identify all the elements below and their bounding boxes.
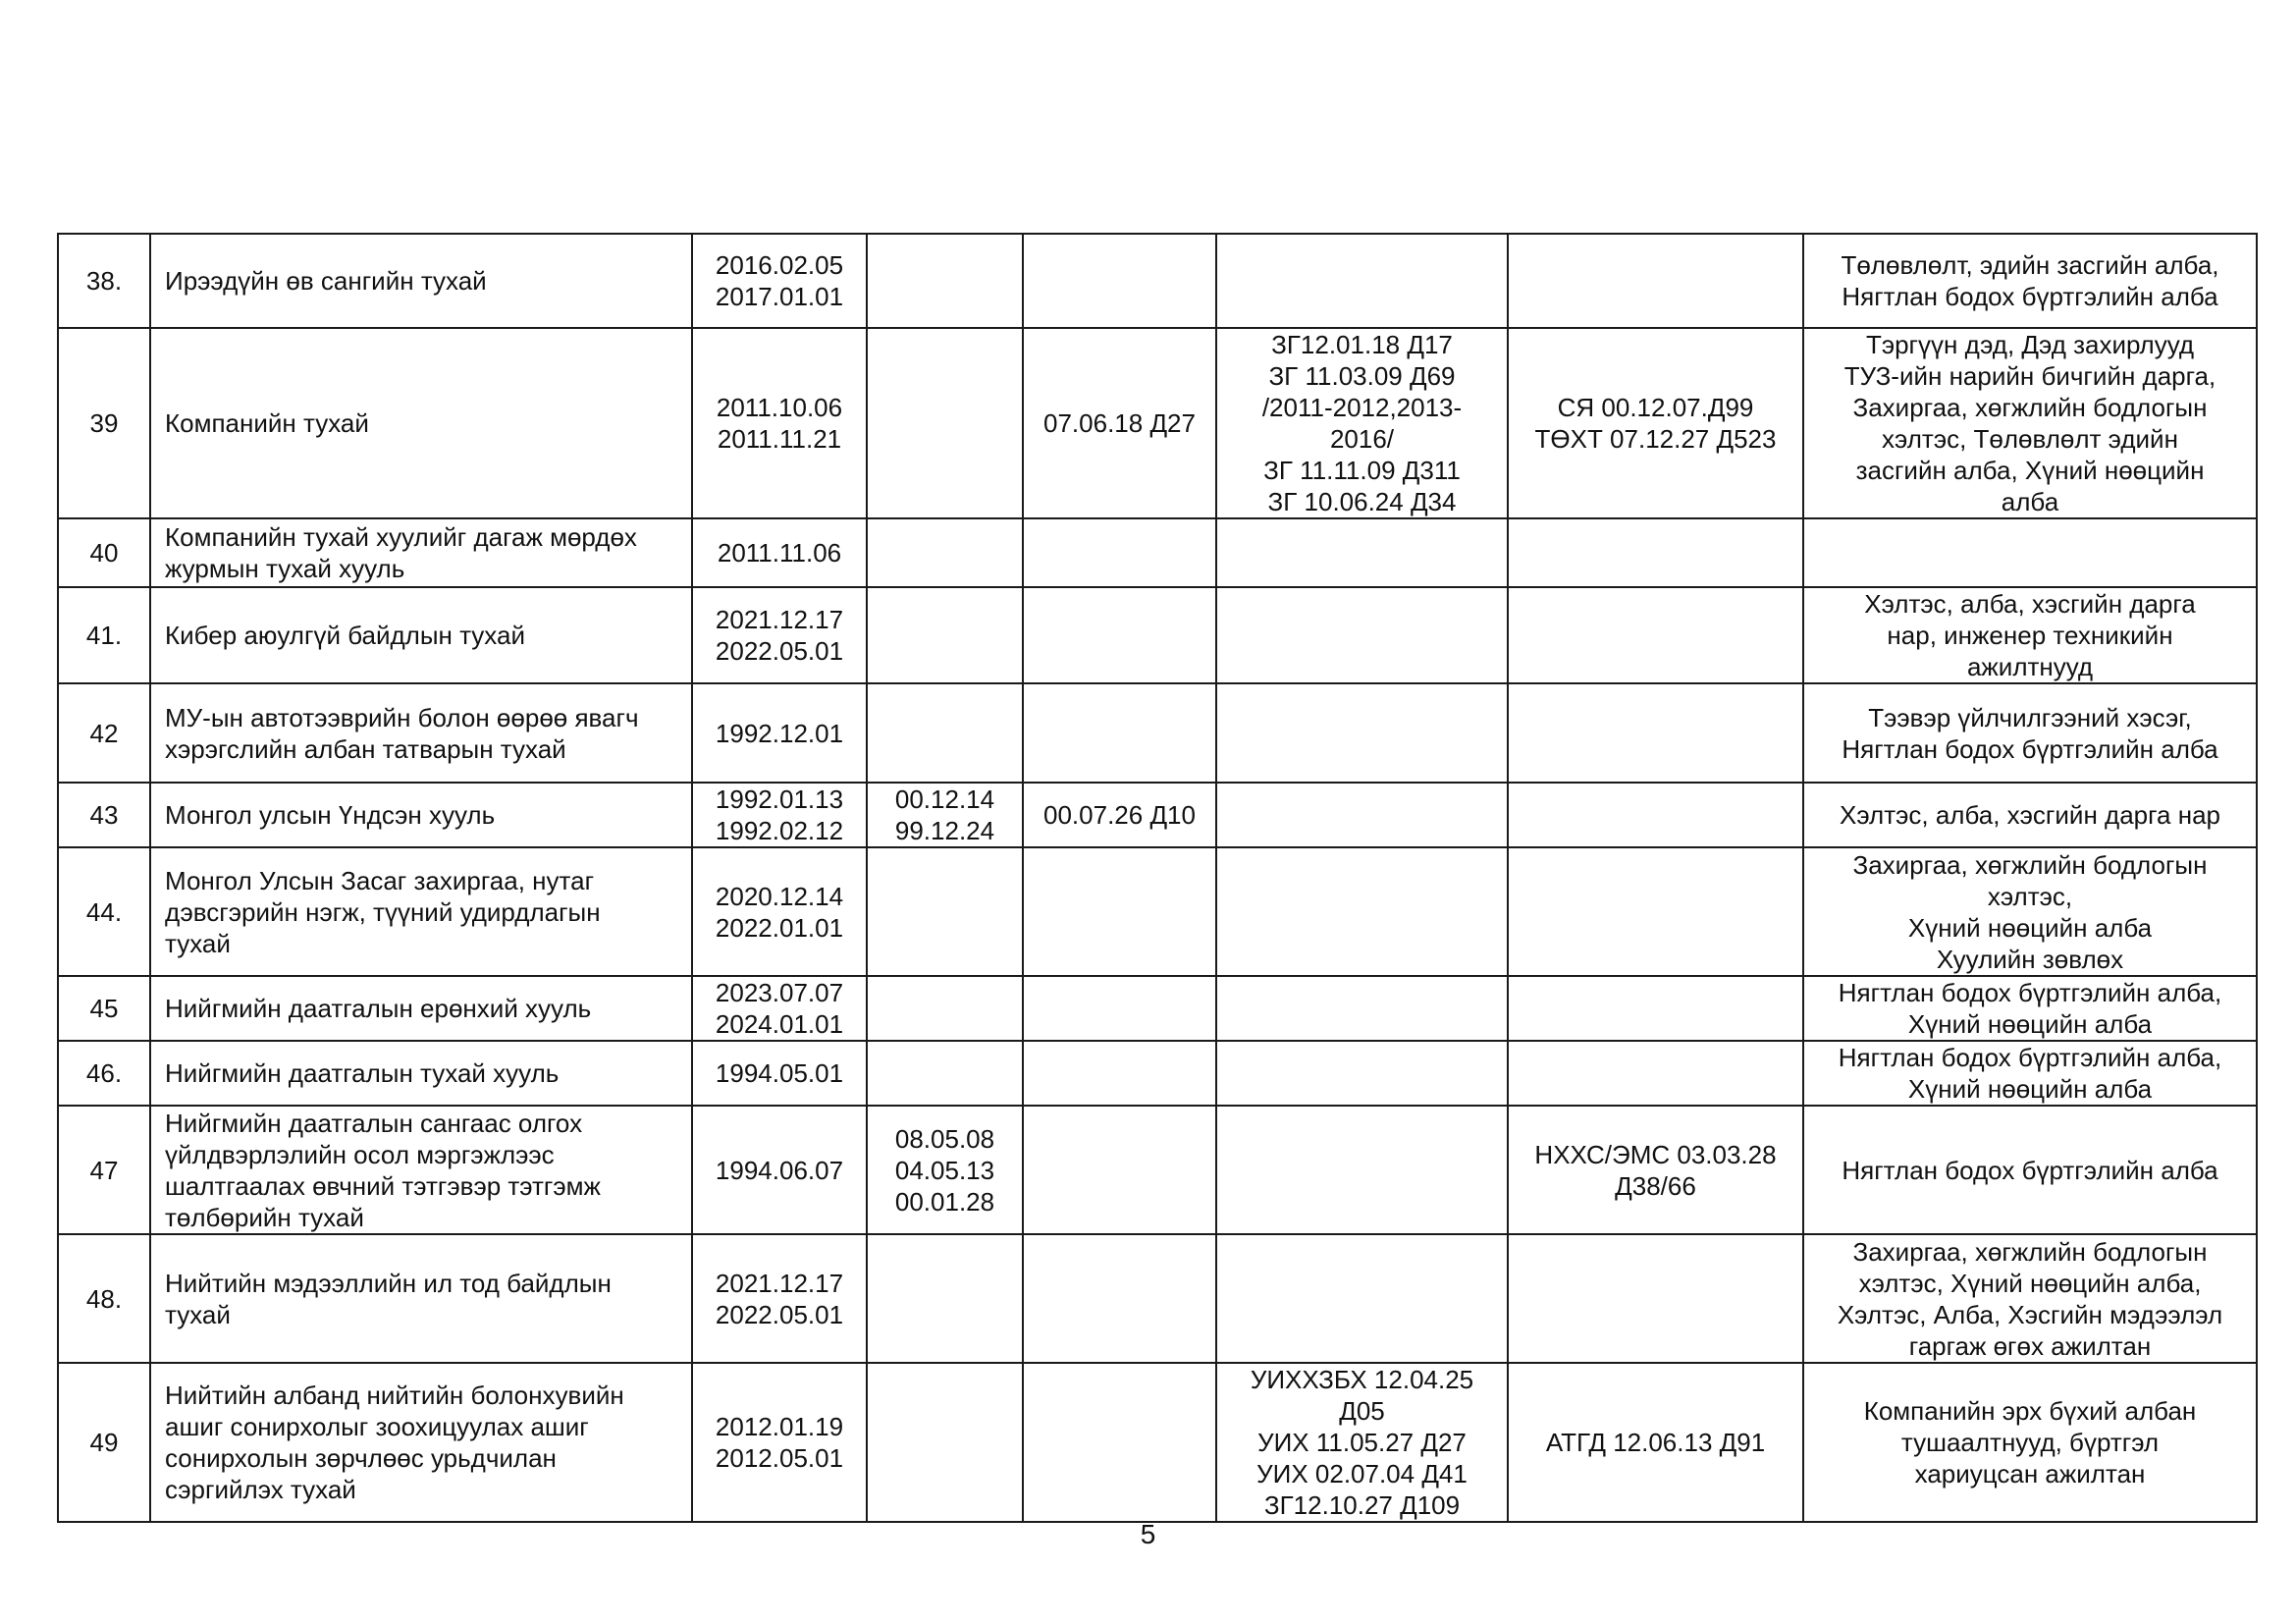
adoption-dates-line: 2011.11.06 [717, 538, 842, 568]
amendment-dates-cell [867, 587, 1023, 683]
row-number-cell [58, 847, 150, 976]
resolution-ref-cell [1023, 976, 1216, 1041]
adoption-dates-line: 1992.12.01 [715, 718, 844, 748]
resolution-ref-cell [1023, 683, 1216, 783]
amendment-dates-cell [867, 518, 1023, 587]
adoption-dates-line: 1992.01.13 [715, 785, 844, 814]
table-row [58, 518, 2257, 587]
other-decrees-cell [1508, 1234, 1803, 1363]
row-number-cell [58, 1234, 150, 1363]
resolution-ref-cell [1023, 518, 1216, 587]
law-title-line: Монгол улсын Үндсэн хууль [165, 800, 496, 830]
adoption-dates-line: 2022.05.01 [715, 1299, 844, 1329]
government-decrees-cell [1216, 587, 1508, 683]
table-row [58, 847, 2257, 976]
responsible-units-line: хэлтэс, Хүний нөөцийн алба, [1858, 1268, 2202, 1298]
government-decrees-cell [1216, 234, 1508, 328]
row-number: 38. [85, 266, 123, 296]
law-title-line: хэрэгслийн албан татварын тухай [165, 733, 566, 764]
law-title-line: Нийгмийн даатгалын ерөнхий хууль [165, 994, 592, 1023]
adoption-dates-line: 2022.01.01 [715, 912, 844, 943]
responsible-units-cell [1803, 518, 2257, 587]
row-number: 41. [85, 621, 123, 650]
adoption-dates-cell [692, 1041, 867, 1106]
responsible-units-line: Тээвэр үйлчилгээний хэсэг, [1868, 702, 2192, 732]
amendment-dates-cell [867, 234, 1023, 328]
responsible-units-line: Хуулийн зөвлөх [1936, 944, 2124, 974]
amendment-dates-cell [867, 328, 1023, 518]
adoption-dates-line: 2023.07.07 [715, 978, 844, 1007]
adoption-dates-line: 2021.12.17 [715, 605, 844, 634]
responsible-units-line: Нягтлан бодох бүртгэлийн алба [1842, 282, 2218, 311]
table-row [58, 328, 2257, 518]
amendment-dates-line: 00.01.28 [894, 1186, 995, 1217]
responsible-units-line: ажилтнууд [1966, 652, 2094, 681]
amendment-dates-cell [867, 683, 1023, 783]
law-title-line: дэвсгэрийн нэгж, түүний удирдлагын [165, 896, 601, 927]
row-number: 40 [89, 538, 119, 568]
law-title-line: Компанийн тухай [165, 408, 369, 438]
adoption-dates-line: 2011.11.21 [717, 424, 842, 454]
government-decrees-cell [1216, 1041, 1508, 1106]
row-number-cell [58, 234, 150, 328]
law-title-line: төлбөрийн тухай [165, 1202, 364, 1232]
law-title-cell [150, 518, 692, 587]
law-title-cell [150, 587, 692, 683]
amendment-dates-cell [867, 783, 1023, 847]
government-decrees-line: УИХ 11.05.27 Д27 [1257, 1428, 1467, 1457]
responsible-units-line: хэлтэс, Төлөвлөлт эдийн [1882, 424, 2178, 454]
resolution-ref-cell [1023, 847, 1216, 976]
resolution-ref-line: 00.07.26 Д10 [1043, 800, 1196, 830]
other-decrees-cell [1508, 328, 1803, 518]
law-title-line: Ирээдүйн өв сангийн тухай [165, 266, 487, 296]
adoption-dates-line: 2020.12.14 [715, 881, 844, 911]
responsible-units-cell [1803, 587, 2257, 683]
responsible-units-line: алба [2001, 487, 2059, 516]
adoption-dates-line: 2017.01.01 [715, 282, 844, 311]
responsible-units-line: Хүний нөөцийн алба [1907, 912, 2153, 943]
adoption-dates-line: 2011.10.06 [716, 393, 843, 422]
row-number: 48. [85, 1283, 123, 1314]
other-decrees-line: АТГД 12.06.13 Д91 [1545, 1428, 1766, 1457]
adoption-dates-line: 2016.02.05 [715, 250, 844, 280]
government-decrees-line: ЗГ12.10.27 Д109 [1263, 1490, 1461, 1520]
other-decrees-line: Д38/66 [1615, 1170, 1696, 1201]
responsible-units-line: Хэлтэс, Алба, Хэсгийн мэдээлэл [1837, 1299, 2223, 1329]
row-number-cell [58, 328, 150, 518]
responsible-units-line: Төлөвлөлт, эдийн засгийн алба, [1841, 250, 2219, 280]
other-decrees-cell [1508, 1041, 1803, 1106]
table-body [58, 234, 2257, 1522]
adoption-dates-cell [692, 1363, 867, 1522]
responsible-units-line: Хүний нөөцийн алба [1907, 1009, 2153, 1039]
responsible-units-line: Захиргаа, хөгжлийн бодлогын [1852, 849, 2208, 880]
row-number: 44. [85, 896, 123, 927]
law-title-cell [150, 1041, 692, 1106]
amendment-dates-line: 00.12.14 [894, 785, 995, 814]
row-number: 45 [89, 994, 119, 1023]
other-decrees-line: НХХС/ЭМС 03.03.28 [1534, 1139, 1777, 1169]
law-title-line: Монгол Улсын Засаг захиргаа, нутаг [165, 865, 595, 895]
resolution-ref-line: 07.06.18 Д27 [1043, 408, 1196, 438]
government-decrees-line: ЗГ 11.03.09 Д69 [1268, 361, 1456, 391]
responsible-units-line: ТУЗ-ийн нарийн бичгийн дарга, [1843, 361, 2216, 391]
laws-table [57, 233, 2258, 1523]
law-title-line: үйлдвэрлэлийн осол мэргэжлээс [165, 1139, 555, 1169]
responsible-units-line: Нягтлан бодох бүртгэлийн алба, [1838, 1043, 2222, 1072]
row-number-cell [58, 1106, 150, 1234]
law-title-cell [150, 328, 692, 518]
government-decrees-cell [1216, 328, 1508, 518]
responsible-units-line: Захиргаа, хөгжлийн бодлогын [1852, 1236, 2208, 1267]
resolution-ref-cell [1023, 1234, 1216, 1363]
responsible-units-line: Нягтлан бодох бүртгэлийн алба, [1838, 978, 2222, 1007]
other-decrees-cell [1508, 683, 1803, 783]
adoption-dates-cell [692, 683, 867, 783]
other-decrees-cell [1508, 847, 1803, 976]
law-title-line: Нийгмийн даатгалын тухай хууль [165, 1058, 560, 1088]
resolution-ref-cell [1023, 1106, 1216, 1234]
responsible-units-cell [1803, 234, 2257, 328]
government-decrees-line: 2016/ [1329, 424, 1395, 454]
row-number-cell [58, 683, 150, 783]
responsible-units-line: засгийн алба, Хүний нөөцийн [1855, 456, 2205, 485]
adoption-dates-line: 2021.12.17 [715, 1268, 844, 1298]
row-number: 43 [89, 800, 119, 830]
responsible-units-cell [1803, 1106, 2257, 1234]
law-title-line: шалтгаалах өвчний тэтгэвэр тэтгэмж [165, 1170, 601, 1201]
law-title-cell [150, 683, 692, 783]
law-title-line: Нийтийн албанд нийтийн болонхувийн [165, 1380, 624, 1410]
resolution-ref-cell [1023, 1363, 1216, 1522]
other-decrees-cell [1508, 1106, 1803, 1234]
table-row [58, 976, 2257, 1041]
table-row [58, 783, 2257, 847]
government-decrees-cell [1216, 1363, 1508, 1522]
government-decrees-line: УИХ 02.07.04 Д41 [1256, 1459, 1468, 1489]
adoption-dates-line: 2012.01.19 [715, 1412, 844, 1441]
adoption-dates-cell [692, 976, 867, 1041]
resolution-ref-cell [1023, 783, 1216, 847]
adoption-dates-line: 1992.02.12 [715, 816, 844, 845]
row-number: 46. [85, 1058, 123, 1088]
other-decrees-line: ТӨХТ 07.12.27 Д523 [1534, 424, 1777, 454]
row-number-cell [58, 976, 150, 1041]
responsible-units-cell [1803, 328, 2257, 518]
law-title-line: Нийтийн мэдээллийн ил тод байдлын [165, 1268, 612, 1298]
law-title-cell [150, 1363, 692, 1522]
responsible-units-line: Тэргүүн дэд, Дэд захирлууд [1865, 330, 2195, 359]
responsible-units-line: тушаалтнууд, бүртгэл [1900, 1428, 2160, 1457]
responsible-units-cell [1803, 976, 2257, 1041]
responsible-units-line: нар, инженер техникийн [1887, 621, 2173, 650]
law-title-cell [150, 234, 692, 328]
row-number: 47 [89, 1155, 119, 1185]
government-decrees-line: ЗГ 10.06.24 Д34 [1267, 487, 1457, 516]
responsible-units-line: Хэлтэс, алба, хэсгийн дарга [1864, 589, 2196, 619]
resolution-ref-cell [1023, 328, 1216, 518]
row-number-cell [58, 518, 150, 587]
table-row [58, 1041, 2257, 1106]
law-title-cell [150, 783, 692, 847]
responsible-units-line: Хүний нөөцийн алба [1907, 1074, 2153, 1104]
responsible-units-cell [1803, 847, 2257, 976]
table-row [58, 234, 2257, 328]
other-decrees-cell [1508, 783, 1803, 847]
adoption-dates-cell [692, 1234, 867, 1363]
government-decrees-cell [1216, 1234, 1508, 1363]
government-decrees-cell [1216, 783, 1508, 847]
adoption-dates-line: 2024.01.01 [715, 1009, 844, 1039]
responsible-units-line: Нягтлан бодох бүртгэлийн алба [1842, 1155, 2218, 1185]
responsible-units-line: Нягтлан бодох бүртгэлийн алба [1842, 733, 2218, 764]
government-decrees-line: ЗГ12.01.18 Д17 [1271, 330, 1453, 359]
other-decrees-cell [1508, 976, 1803, 1041]
law-title-cell [150, 1234, 692, 1363]
law-title-line: Кибер аюулгүй байдлын тухай [165, 621, 525, 650]
law-title-line: МУ-ын автотээврийн болон өөрөө явагч [165, 702, 639, 732]
adoption-dates-line: 2012.05.01 [715, 1443, 844, 1473]
amendment-dates-cell [867, 976, 1023, 1041]
law-title-line: сэргийлэх тухай [165, 1475, 356, 1504]
government-decrees-line: Д05 [1339, 1396, 1385, 1426]
responsible-units-line: гаргаж өгөх ажилтан [1908, 1330, 2152, 1361]
adoption-dates-line: 1994.06.07 [715, 1155, 844, 1185]
adoption-dates-line: 2022.05.01 [715, 636, 844, 666]
law-title-cell [150, 976, 692, 1041]
government-decrees-line: УИХХЗБХ 12.04.25 [1250, 1365, 1474, 1394]
government-decrees-line: ЗГ 11.11.09 Д311 [1263, 456, 1461, 485]
law-title-line: сонирхолын зөрчлөөс урьдчилан [165, 1443, 557, 1473]
government-decrees-cell [1216, 847, 1508, 976]
amendment-dates-cell [867, 847, 1023, 976]
law-title-cell [150, 1106, 692, 1234]
amendment-dates-cell [867, 1041, 1023, 1106]
resolution-ref-cell [1023, 587, 1216, 683]
responsible-units-line: Компанийн эрх бүхий албан [1863, 1396, 2197, 1426]
government-decrees-cell [1216, 518, 1508, 587]
table-row [58, 587, 2257, 683]
responsible-units-cell [1803, 783, 2257, 847]
adoption-dates-line: 1994.05.01 [715, 1058, 844, 1088]
resolution-ref-cell [1023, 234, 1216, 328]
responsible-units-cell [1803, 1363, 2257, 1522]
other-decrees-cell [1508, 587, 1803, 683]
responsible-units-line: хэлтэс, [1987, 881, 2073, 911]
resolution-ref-cell [1023, 1041, 1216, 1106]
amendment-dates-line: 04.05.13 [894, 1155, 995, 1185]
amendment-dates-line: 99.12.24 [894, 816, 995, 845]
adoption-dates-cell [692, 518, 867, 587]
government-decrees-cell [1216, 976, 1508, 1041]
adoption-dates-cell [692, 783, 867, 847]
table-row [58, 1363, 2257, 1522]
row-number-cell [58, 1041, 150, 1106]
amendment-dates-cell [867, 1106, 1023, 1234]
adoption-dates-cell [692, 587, 867, 683]
law-title-line: Нийгмийн даатгалын сангаас олгох [165, 1108, 583, 1138]
table-row [58, 1106, 2257, 1234]
adoption-dates-cell [692, 234, 867, 328]
responsible-units-line: хариуцсан ажилтан [1914, 1459, 2146, 1489]
responsible-units-line: Хэлтэс, алба, хэсгийн дарга нар [1839, 800, 2220, 830]
amendment-dates-cell [867, 1234, 1023, 1363]
table-row [58, 1234, 2257, 1363]
amendment-dates-line: 08.05.08 [894, 1123, 995, 1154]
law-title-line: тухай [165, 1299, 231, 1329]
law-title-line: ашиг сонирхолыг зоохицуулах ашиг [165, 1412, 589, 1441]
table-row [58, 683, 2257, 783]
responsible-units-cell [1803, 1234, 2257, 1363]
law-title-cell [150, 847, 692, 976]
other-decrees-cell [1508, 234, 1803, 328]
law-title-line: Компанийн тухай хуулийг дагаж мөрдөх [165, 522, 637, 552]
adoption-dates-cell [692, 328, 867, 518]
amendment-dates-cell [867, 1363, 1023, 1522]
law-title-line: тухай [165, 928, 231, 958]
adoption-dates-cell [692, 1106, 867, 1234]
other-decrees-cell [1508, 1363, 1803, 1522]
row-number-cell [58, 783, 150, 847]
government-decrees-cell [1216, 683, 1508, 783]
law-title-line: журмын тухай хууль [165, 554, 405, 583]
row-number: 42 [89, 718, 119, 748]
responsible-units-line: Захиргаа, хөгжлийн бодлогын [1852, 393, 2208, 422]
row-number-cell [58, 587, 150, 683]
government-decrees-cell [1216, 1106, 1508, 1234]
responsible-units-cell [1803, 683, 2257, 783]
other-decrees-cell [1508, 518, 1803, 587]
row-number: 39 [89, 408, 119, 438]
adoption-dates-cell [692, 847, 867, 976]
responsible-units-cell [1803, 1041, 2257, 1106]
other-decrees-line: СЯ 00.12.07.Д99 [1557, 393, 1754, 422]
page-number: 5 [1140, 1519, 1156, 1549]
row-number-cell [58, 1363, 150, 1522]
government-decrees-line: /2011-2012,2013- [1261, 393, 1463, 422]
row-number: 49 [89, 1428, 119, 1457]
